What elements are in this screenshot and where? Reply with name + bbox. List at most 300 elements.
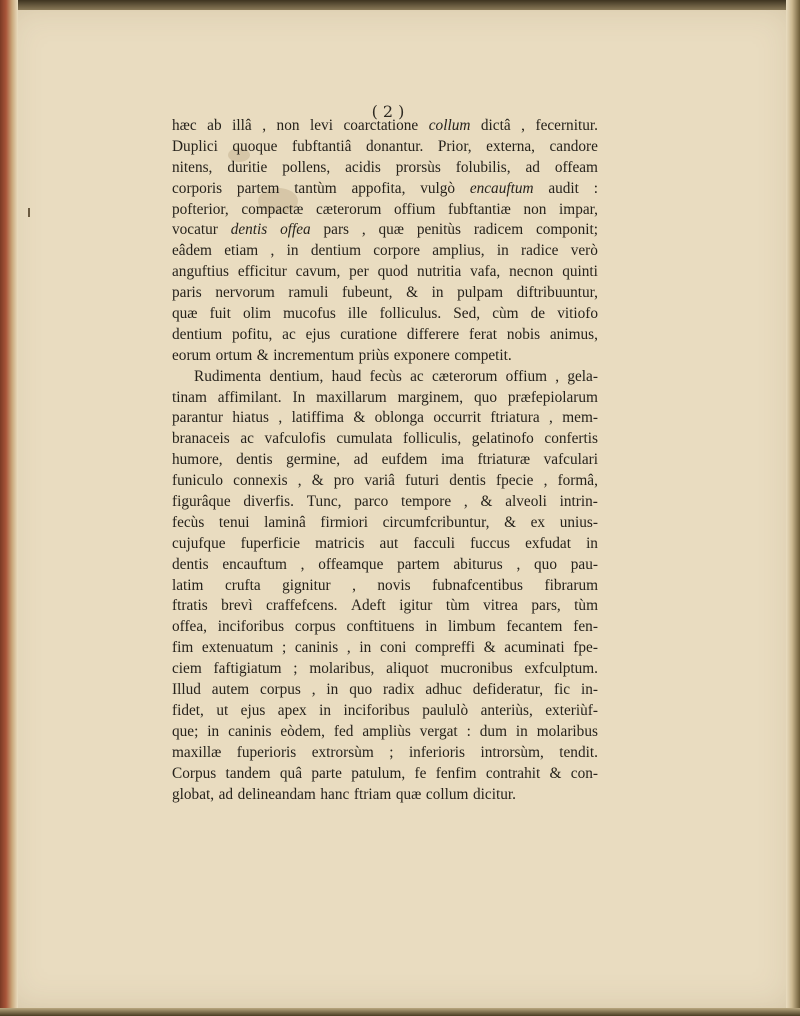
text-line <box>172 701 598 722</box>
word: fibrarum <box>544 576 598 594</box>
text-line <box>172 158 598 179</box>
word: competit. <box>454 346 512 364</box>
word: ad <box>218 785 234 803</box>
text-line <box>172 764 598 785</box>
word: eòdem, <box>280 722 325 740</box>
word: pars <box>323 221 349 239</box>
word: & <box>480 493 493 511</box>
word: cavum, <box>295 263 341 281</box>
word: offeamque <box>318 555 384 573</box>
word: parco <box>354 493 389 511</box>
word: gignitur <box>282 576 331 594</box>
word: ut <box>216 701 229 719</box>
word: duritie <box>227 158 268 176</box>
word: animus, <box>549 325 598 343</box>
page-top-edge <box>0 0 800 10</box>
word: folubilis, <box>455 158 511 176</box>
word: branaceis <box>172 430 230 448</box>
word: in <box>496 242 509 260</box>
word: funiculo <box>172 472 223 490</box>
word: efficitur <box>237 263 287 281</box>
word: exfudat <box>525 534 571 552</box>
word: , <box>352 576 356 594</box>
word: ac <box>240 430 254 448</box>
word: introrsùm, <box>480 743 544 761</box>
word: & <box>483 639 496 657</box>
word: germine, <box>286 451 341 469</box>
word: quâ <box>279 764 302 782</box>
body-text <box>172 116 598 805</box>
word: vulgò <box>420 179 456 197</box>
word: nervorum <box>215 284 275 302</box>
word: nitens, <box>172 158 213 176</box>
word: fecùs <box>369 367 402 385</box>
word: audit <box>548 179 579 197</box>
page-right-edge <box>786 0 800 1016</box>
word: facculi <box>413 534 455 552</box>
word: dentis <box>236 451 273 469</box>
word: Sed, <box>453 305 481 323</box>
word: eufdem <box>381 451 428 469</box>
word: abiturus <box>453 555 503 573</box>
word: & <box>353 409 366 427</box>
word: folliculus. <box>379 305 442 323</box>
word: curatione <box>340 325 397 343</box>
word: nobis <box>506 325 541 343</box>
word: vitiofo <box>557 305 598 323</box>
word: pau- <box>570 555 598 573</box>
text-line <box>172 555 598 576</box>
word: laminâ <box>264 513 306 531</box>
word: eorum <box>172 346 212 364</box>
word: dicitur. <box>473 785 516 803</box>
word: fubeunt, <box>341 284 393 302</box>
word: radix <box>383 681 415 699</box>
word: pulpam <box>457 284 503 302</box>
text-line <box>172 617 598 638</box>
word: fecernitur. <box>535 117 598 134</box>
word: fic <box>553 681 571 699</box>
word: Rudimenta <box>194 367 262 385</box>
word: hanc <box>320 785 350 803</box>
word: tùm <box>445 597 470 615</box>
word: eâdem <box>172 242 212 260</box>
word: priùs <box>358 346 390 364</box>
word: ciem <box>172 660 202 678</box>
text-line <box>172 471 598 492</box>
word: ftriaturæ <box>477 451 531 469</box>
word: in <box>425 618 438 636</box>
word: partem <box>397 555 440 573</box>
word: ejus <box>305 325 331 343</box>
word: igitur <box>399 597 433 615</box>
text-line <box>172 450 598 471</box>
word: quæ <box>378 221 404 239</box>
word: tandem <box>225 764 271 782</box>
word: , <box>278 409 283 427</box>
word: marginem, <box>397 388 464 406</box>
word: anteriùs, <box>480 701 533 719</box>
word: con- <box>570 764 598 782</box>
word: fim <box>172 639 194 657</box>
word: : <box>593 179 598 197</box>
word: delineandam <box>237 785 316 803</box>
word: offeam <box>554 158 598 176</box>
word: ad <box>353 451 369 469</box>
word: , <box>270 242 275 260</box>
word: corpus <box>294 618 336 636</box>
word: , <box>297 472 302 490</box>
margin-mark <box>28 208 30 217</box>
word: tùm <box>574 597 598 615</box>
word: in <box>515 722 528 740</box>
word: dentium <box>172 325 223 343</box>
word: ortum <box>215 346 253 364</box>
word: in <box>207 722 220 740</box>
word: in <box>586 534 598 552</box>
text-line <box>172 785 598 806</box>
word: vocatur <box>172 221 218 239</box>
text-line <box>172 116 598 137</box>
word: tendit. <box>559 743 598 761</box>
text-line <box>172 722 598 743</box>
word: latim <box>172 576 204 594</box>
word: maxillarum <box>316 388 387 406</box>
word: quo <box>474 388 497 406</box>
word: præfepiolarum <box>507 388 598 406</box>
text-line <box>172 325 598 346</box>
word: quæ <box>172 305 198 323</box>
word: & <box>406 284 419 302</box>
word: Illud <box>172 681 201 699</box>
word: dentis <box>230 221 268 239</box>
word: , <box>311 681 316 699</box>
word: non <box>523 200 547 218</box>
word: radicem <box>473 221 524 239</box>
text-line <box>172 283 598 304</box>
word: fubftantiæ <box>447 200 511 218</box>
word: quinti <box>562 263 598 281</box>
word: vafculofis <box>264 430 326 448</box>
word: In <box>292 388 306 406</box>
text-line <box>172 659 598 680</box>
word: quoque <box>232 137 278 155</box>
word: quo <box>534 555 557 573</box>
word: compactæ <box>241 200 304 218</box>
word: circumfcribuntur, <box>382 513 490 531</box>
word: per <box>349 263 369 281</box>
word: corpore <box>373 242 420 260</box>
word: collum <box>425 785 469 803</box>
word: aut <box>379 534 399 552</box>
text-line <box>172 262 598 283</box>
word: mucofus <box>283 305 336 323</box>
word: diverfis. <box>243 493 294 511</box>
word: pofitu, <box>231 325 273 343</box>
word: offea, <box>172 618 207 636</box>
word: differere <box>406 325 460 343</box>
word: partem <box>236 179 280 197</box>
word: caninis <box>228 722 272 740</box>
word: dentis <box>449 472 486 490</box>
word: in <box>326 681 339 699</box>
text-line <box>172 220 598 241</box>
text-line <box>172 492 598 513</box>
word: etiam <box>224 242 259 260</box>
word: maxillæ <box>172 743 222 761</box>
word: pofterior, <box>172 200 229 218</box>
word: fecùs <box>172 513 205 531</box>
word: in <box>431 284 444 302</box>
word: dentium, <box>269 367 324 385</box>
word: donantur. <box>365 137 424 155</box>
word: , <box>516 555 521 573</box>
word: fuit <box>209 305 231 323</box>
word: adhuc <box>425 681 462 699</box>
word: Duplici <box>172 137 218 155</box>
word: cùm <box>492 305 519 323</box>
word: , <box>521 117 525 134</box>
word: pollens, <box>282 158 331 176</box>
word: futuri <box>405 472 440 490</box>
word: patulum, <box>351 764 406 782</box>
word: dentium <box>310 242 361 260</box>
word: offium <box>394 200 436 218</box>
page-number: ( 2 ) <box>371 102 405 121</box>
word: extrorsùm <box>311 743 374 761</box>
text-line <box>172 534 598 555</box>
word: ad <box>525 158 540 176</box>
word: fed <box>333 722 354 740</box>
text-line <box>172 576 598 597</box>
word: tempore <box>401 493 452 511</box>
word: fuperficie <box>240 534 301 552</box>
word: ac <box>410 367 424 385</box>
word: unius- <box>559 513 598 531</box>
text-line <box>172 388 598 409</box>
word: que; <box>172 722 199 740</box>
text-line <box>172 743 598 764</box>
word: acidis <box>345 158 381 176</box>
word: encauftum <box>222 555 287 573</box>
word: externa, <box>486 137 535 155</box>
word: craffefcens. <box>266 597 338 615</box>
word: collum <box>428 117 471 134</box>
word: occurrit <box>433 409 481 427</box>
text-line <box>172 241 598 262</box>
word: pars, <box>531 597 561 615</box>
word: ab <box>207 117 222 134</box>
word: vitrea <box>483 597 518 615</box>
text-line <box>172 408 598 429</box>
word: incrementum <box>273 346 354 364</box>
word: corpus <box>260 681 301 699</box>
word: variâ <box>364 472 395 490</box>
word: fen- <box>573 618 598 636</box>
text-line <box>172 596 598 617</box>
word: conftituens <box>346 618 415 636</box>
word: candore <box>549 137 598 155</box>
word: ima <box>440 451 464 469</box>
word: , <box>262 117 267 134</box>
word: prorsùs <box>395 158 441 176</box>
word: contrahit <box>485 764 541 782</box>
word: ftriam <box>353 785 392 803</box>
page-bottom-edge <box>0 1008 800 1016</box>
word: haud <box>331 367 362 385</box>
word: fubnafcentibus <box>432 576 523 594</box>
word: hæc <box>172 117 197 134</box>
word: in- <box>580 681 598 699</box>
word: paris <box>172 284 202 302</box>
word: exteriùf- <box>545 701 598 719</box>
word: necnon <box>509 263 554 281</box>
word: quæ <box>395 785 422 803</box>
word: ex <box>530 513 546 531</box>
word: amplius, <box>432 242 485 260</box>
word: figurâque <box>172 493 231 511</box>
word: exfculptum. <box>524 660 598 678</box>
word: verò <box>570 242 598 260</box>
word: , <box>463 493 468 511</box>
word: ; <box>389 743 394 761</box>
word: componit; <box>535 221 598 239</box>
word: fubftantiâ <box>291 137 352 155</box>
word: firmiori <box>320 513 368 531</box>
word: tenui <box>218 513 250 531</box>
word: matricis <box>315 534 365 552</box>
page-binding-edge <box>0 0 18 1016</box>
word: folliculis, <box>402 430 462 448</box>
word: radice <box>521 242 559 260</box>
word: & <box>311 472 324 490</box>
word: apex <box>277 701 307 719</box>
word: cujufque <box>172 534 226 552</box>
word: Adeft <box>350 597 386 615</box>
word: inciforibus <box>343 701 410 719</box>
word: : <box>466 722 471 740</box>
word: in <box>359 639 372 657</box>
word: penitùs <box>416 221 462 239</box>
word: mem- <box>562 409 598 427</box>
word: ampliùs <box>362 722 411 740</box>
text-line <box>172 179 598 200</box>
word: nutritia <box>417 263 462 281</box>
word: encauftum <box>469 179 534 197</box>
word: ftriatura <box>490 409 540 427</box>
word: oblonga <box>374 409 424 427</box>
word: dictâ <box>480 117 511 134</box>
word: fuccus <box>470 534 510 552</box>
text-line <box>172 680 598 701</box>
word: , <box>346 639 351 657</box>
word: crufta <box>224 576 261 594</box>
text-line <box>172 304 598 325</box>
word: ac <box>282 325 296 343</box>
word: & <box>504 513 516 531</box>
word: in <box>286 242 299 260</box>
word: defideratur, <box>472 681 544 699</box>
word: inferioris <box>408 743 466 761</box>
word: connexis <box>233 472 288 490</box>
text-line <box>172 200 598 221</box>
text-line <box>172 429 598 450</box>
word: Prior, <box>437 137 472 155</box>
word: appofita, <box>351 179 406 197</box>
word: gelatinofo <box>471 430 534 448</box>
word: Tunc, <box>306 493 342 511</box>
word: vergat <box>419 722 458 740</box>
word: tinam <box>172 388 207 406</box>
word: exponere <box>393 346 450 364</box>
word: ejus <box>240 701 266 719</box>
word: molaribus, <box>309 660 375 678</box>
word: confertis <box>544 430 598 448</box>
text-line <box>172 367 598 388</box>
word: paululò <box>422 701 469 719</box>
word: cumulata <box>336 430 393 448</box>
word: hiatus <box>232 409 269 427</box>
word: formâ, <box>557 472 598 490</box>
word: faftigiatum <box>213 660 282 678</box>
word: mucronibus <box>440 660 513 678</box>
word: fpecie <box>496 472 534 490</box>
word: alveoli <box>505 493 547 511</box>
word: dum <box>479 722 507 740</box>
word: fidet, <box>172 701 204 719</box>
word: inciforibus <box>217 618 285 636</box>
text-line <box>172 638 598 659</box>
word: affimilant. <box>217 388 282 406</box>
word: vafculari <box>543 451 598 469</box>
word: de <box>530 305 546 323</box>
word: compreffi <box>415 639 476 657</box>
word: brevì <box>221 597 253 615</box>
word: ferat <box>469 325 498 343</box>
word: , <box>361 221 366 239</box>
word: coarctatione <box>343 117 419 134</box>
word: acuminati <box>504 639 565 657</box>
word: aliquot <box>386 660 429 678</box>
word: anguftius <box>172 263 229 281</box>
word: in <box>319 701 332 719</box>
word: diftribuuntur, <box>516 284 598 302</box>
word: parte <box>311 764 342 782</box>
word: corporis <box>172 179 223 197</box>
word: fe <box>414 764 427 782</box>
word: Corpus <box>172 764 217 782</box>
word: cæterorum <box>431 367 498 385</box>
word: ; <box>281 639 287 657</box>
word: autem <box>211 681 250 699</box>
word: vafa, <box>470 263 501 281</box>
word: olim <box>242 305 272 323</box>
word: novis <box>377 576 411 594</box>
word: ramuli <box>288 284 329 302</box>
word: impar, <box>559 200 598 218</box>
word: & <box>549 764 562 782</box>
word: fpe- <box>573 639 598 657</box>
word: cæterorum <box>315 200 382 218</box>
word: fuperioris <box>236 743 297 761</box>
word: levi <box>310 117 333 134</box>
word: ftratis <box>172 597 208 615</box>
text-line <box>172 137 598 158</box>
word: caninis <box>294 639 339 657</box>
word: limbum <box>448 618 496 636</box>
word: tantùm <box>294 179 337 197</box>
text-line <box>172 346 598 367</box>
